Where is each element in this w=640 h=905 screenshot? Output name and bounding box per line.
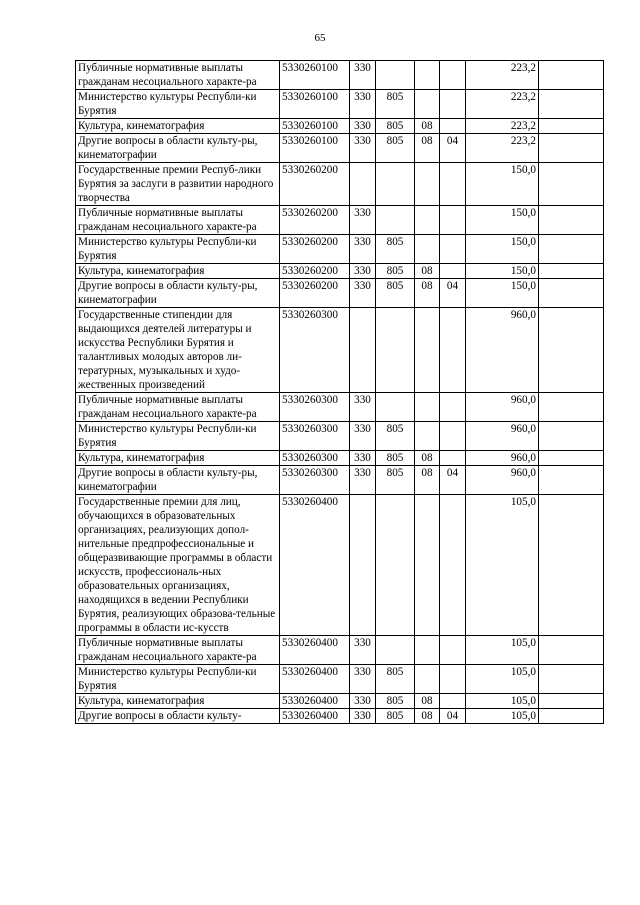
item-name-cell: Государственные стипендии для выдающихся деятелей литературы и искусства Республики Бурятия и талантливых молодых авторов ли-тературных, музыкальных и худо-жественных произведений — [76, 308, 280, 393]
empty-extra-cell — [539, 694, 604, 709]
target-article-code-cell: 5330260400 — [280, 636, 350, 665]
amount-cell: 960,0 — [466, 308, 539, 393]
section-code-cell: 08 — [415, 279, 440, 308]
administrator-code-cell: 805 — [376, 264, 415, 279]
administrator-code-cell — [376, 393, 415, 422]
expense-type-code-cell: 330 — [350, 134, 376, 163]
amount-cell: 150,0 — [466, 163, 539, 206]
empty-extra-cell — [539, 665, 604, 694]
section-code-cell — [415, 393, 440, 422]
section-code-cell: 08 — [415, 451, 440, 466]
expense-type-code-cell: 330 — [350, 709, 376, 724]
administrator-code-cell: 805 — [376, 709, 415, 724]
subsection-code-cell — [440, 235, 466, 264]
expense-type-code-cell: 330 — [350, 279, 376, 308]
section-code-cell: 08 — [415, 466, 440, 495]
expense-type-code-cell: 330 — [350, 466, 376, 495]
subsection-code-cell — [440, 393, 466, 422]
expense-type-code-cell: 330 — [350, 636, 376, 665]
item-name-cell: Публичные нормативные выплаты гражданам несоциального характе-ра — [76, 61, 280, 90]
table-row — [76, 393, 604, 422]
expense-type-code-cell — [350, 495, 376, 636]
table-row — [76, 308, 604, 393]
target-article-code-cell: 5330260300 — [280, 308, 350, 393]
empty-extra-cell — [539, 119, 604, 134]
amount-cell: 150,0 — [466, 235, 539, 264]
table-body — [76, 61, 604, 724]
empty-extra-cell — [539, 163, 604, 206]
expense-type-code-cell: 330 — [350, 422, 376, 451]
empty-extra-cell — [539, 495, 604, 636]
item-name-cell: Государственные премии Респуб-лики Бурятия за заслуги в развитии народного творчества — [76, 163, 280, 206]
amount-cell: 960,0 — [466, 393, 539, 422]
item-name-cell: Другие вопросы в области культу- — [76, 709, 280, 724]
target-article-code-cell: 5330260100 — [280, 61, 350, 90]
expense-type-code-cell: 330 — [350, 61, 376, 90]
subsection-code-cell — [440, 119, 466, 134]
amount-cell: 105,0 — [466, 636, 539, 665]
target-article-code-cell: 5330260300 — [280, 422, 350, 451]
expense-type-code-cell — [350, 308, 376, 393]
table-row — [76, 134, 604, 163]
target-article-code-cell: 5330260300 — [280, 451, 350, 466]
empty-extra-cell — [539, 61, 604, 90]
section-code-cell — [415, 495, 440, 636]
section-code-cell — [415, 61, 440, 90]
item-name-cell: Публичные нормативные выплаты гражданам несоциального характе-ра — [76, 636, 280, 665]
empty-extra-cell — [539, 279, 604, 308]
item-name-cell: Министерство культуры Республи-ки Бурятия — [76, 422, 280, 451]
empty-extra-cell — [539, 206, 604, 235]
administrator-code-cell: 805 — [376, 694, 415, 709]
expense-type-code-cell: 330 — [350, 206, 376, 235]
expense-type-code-cell: 330 — [350, 90, 376, 119]
target-article-code-cell: 5330260100 — [280, 119, 350, 134]
item-name-cell: Культура, кинематография — [76, 451, 280, 466]
subsection-code-cell: 04 — [440, 279, 466, 308]
table-row — [76, 422, 604, 451]
target-article-code-cell: 5330260400 — [280, 694, 350, 709]
amount-cell: 223,2 — [466, 119, 539, 134]
table-row — [76, 665, 604, 694]
subsection-code-cell — [440, 206, 466, 235]
empty-extra-cell — [539, 264, 604, 279]
empty-extra-cell — [539, 134, 604, 163]
section-code-cell — [415, 206, 440, 235]
subsection-code-cell: 04 — [440, 134, 466, 163]
section-code-cell: 08 — [415, 119, 440, 134]
empty-extra-cell — [539, 466, 604, 495]
subsection-code-cell — [440, 665, 466, 694]
item-name-cell: Другие вопросы в области культу-ры, кинематографии — [76, 279, 280, 308]
table-row — [76, 709, 604, 724]
target-article-code-cell: 5330260200 — [280, 206, 350, 235]
empty-extra-cell — [539, 235, 604, 264]
administrator-code-cell: 805 — [376, 235, 415, 264]
administrator-code-cell: 805 — [376, 134, 415, 163]
target-article-code-cell: 5330260200 — [280, 163, 350, 206]
item-name-cell: Министерство культуры Республи-ки Бурятия — [76, 235, 280, 264]
section-code-cell: 08 — [415, 134, 440, 163]
expense-type-code-cell: 330 — [350, 665, 376, 694]
item-name-cell: Публичные нормативные выплаты гражданам несоциального характе-ра — [76, 393, 280, 422]
expense-type-code-cell: 330 — [350, 451, 376, 466]
amount-cell: 960,0 — [466, 466, 539, 495]
administrator-code-cell — [376, 636, 415, 665]
empty-extra-cell — [539, 422, 604, 451]
item-name-cell: Культура, кинематография — [76, 264, 280, 279]
section-code-cell — [415, 90, 440, 119]
item-name-cell: Другие вопросы в области культу-ры, кинематографии — [76, 134, 280, 163]
expense-type-code-cell: 330 — [350, 694, 376, 709]
subsection-code-cell — [440, 308, 466, 393]
section-code-cell — [415, 636, 440, 665]
section-code-cell — [415, 308, 440, 393]
subsection-code-cell: 04 — [440, 466, 466, 495]
administrator-code-cell — [376, 61, 415, 90]
empty-extra-cell — [539, 451, 604, 466]
target-article-code-cell: 5330260400 — [280, 665, 350, 694]
subsection-code-cell — [440, 495, 466, 636]
amount-cell: 960,0 — [466, 451, 539, 466]
section-code-cell: 08 — [415, 264, 440, 279]
table-row — [76, 279, 604, 308]
subsection-code-cell — [440, 163, 466, 206]
administrator-code-cell — [376, 495, 415, 636]
administrator-code-cell: 805 — [376, 119, 415, 134]
item-name-cell: Культура, кинематография — [76, 119, 280, 134]
section-code-cell — [415, 235, 440, 264]
target-article-code-cell: 5330260300 — [280, 466, 350, 495]
table-row — [76, 61, 604, 90]
table-row — [76, 466, 604, 495]
subsection-code-cell — [440, 636, 466, 665]
empty-extra-cell — [539, 636, 604, 665]
target-article-code-cell: 5330260100 — [280, 90, 350, 119]
amount-cell: 150,0 — [466, 206, 539, 235]
empty-extra-cell — [539, 393, 604, 422]
administrator-code-cell: 805 — [376, 665, 415, 694]
subsection-code-cell — [440, 264, 466, 279]
amount-cell: 223,2 — [466, 90, 539, 119]
amount-cell: 150,0 — [466, 264, 539, 279]
item-name-cell: Публичные нормативные выплаты гражданам несоциального характе-ра — [76, 206, 280, 235]
empty-extra-cell — [539, 308, 604, 393]
page-number: 65 — [314, 32, 326, 44]
amount-cell: 960,0 — [466, 422, 539, 451]
table-row — [76, 264, 604, 279]
item-name-cell: Другие вопросы в области культу-ры, кинематографии — [76, 466, 280, 495]
target-article-code-cell: 5330260100 — [280, 134, 350, 163]
target-article-code-cell: 5330260400 — [280, 495, 350, 636]
table-row — [76, 206, 604, 235]
table-row — [76, 495, 604, 636]
section-code-cell — [415, 163, 440, 206]
amount-cell: 150,0 — [466, 279, 539, 308]
table-row — [76, 90, 604, 119]
subsection-code-cell: 04 — [440, 709, 466, 724]
table-row — [76, 451, 604, 466]
amount-cell: 105,0 — [466, 665, 539, 694]
expense-type-code-cell: 330 — [350, 235, 376, 264]
target-article-code-cell: 5330260300 — [280, 393, 350, 422]
expense-type-code-cell: 330 — [350, 393, 376, 422]
administrator-code-cell — [376, 206, 415, 235]
expense-type-code-cell: 330 — [350, 264, 376, 279]
item-name-cell: Государственные премии для лиц, обучающихся в образовательных организациях, реализующих допол-нительные предпрофессиональные и общеразвивающие программы в области искусств, профессиональ-ных образовательных организациях, находящихся в ведении Республики Бурятия, реализующих образова-тельные программы в области ис-кусств — [76, 495, 280, 636]
administrator-code-cell: 805 — [376, 451, 415, 466]
empty-extra-cell — [539, 90, 604, 119]
table-row — [76, 163, 604, 206]
item-name-cell: Культура, кинематография — [76, 694, 280, 709]
table-row — [76, 694, 604, 709]
administrator-code-cell: 805 — [376, 90, 415, 119]
target-article-code-cell: 5330260200 — [280, 264, 350, 279]
empty-extra-cell — [539, 709, 604, 724]
budget-table — [75, 60, 604, 724]
section-code-cell: 08 — [415, 709, 440, 724]
subsection-code-cell — [440, 90, 466, 119]
amount-cell: 105,0 — [466, 694, 539, 709]
subsection-code-cell — [440, 422, 466, 451]
administrator-code-cell: 805 — [376, 466, 415, 495]
amount-cell: 105,0 — [466, 709, 539, 724]
table-row — [76, 636, 604, 665]
subsection-code-cell — [440, 451, 466, 466]
target-article-code-cell: 5330260200 — [280, 279, 350, 308]
subsection-code-cell — [440, 694, 466, 709]
section-code-cell: 08 — [415, 694, 440, 709]
item-name-cell: Министерство культуры Республи-ки Бурятия — [76, 665, 280, 694]
expense-type-code-cell — [350, 163, 376, 206]
amount-cell: 223,2 — [466, 61, 539, 90]
amount-cell: 105,0 — [466, 495, 539, 636]
item-name-cell: Министерство культуры Республи-ки Бурятия — [76, 90, 280, 119]
amount-cell: 223,2 — [466, 134, 539, 163]
administrator-code-cell: 805 — [376, 422, 415, 451]
administrator-code-cell: 805 — [376, 279, 415, 308]
section-code-cell — [415, 665, 440, 694]
target-article-code-cell: 5330260400 — [280, 709, 350, 724]
subsection-code-cell — [440, 61, 466, 90]
table-row — [76, 235, 604, 264]
administrator-code-cell — [376, 308, 415, 393]
administrator-code-cell — [376, 163, 415, 206]
expense-type-code-cell: 330 — [350, 119, 376, 134]
target-article-code-cell: 5330260200 — [280, 235, 350, 264]
section-code-cell — [415, 422, 440, 451]
table-row — [76, 119, 604, 134]
